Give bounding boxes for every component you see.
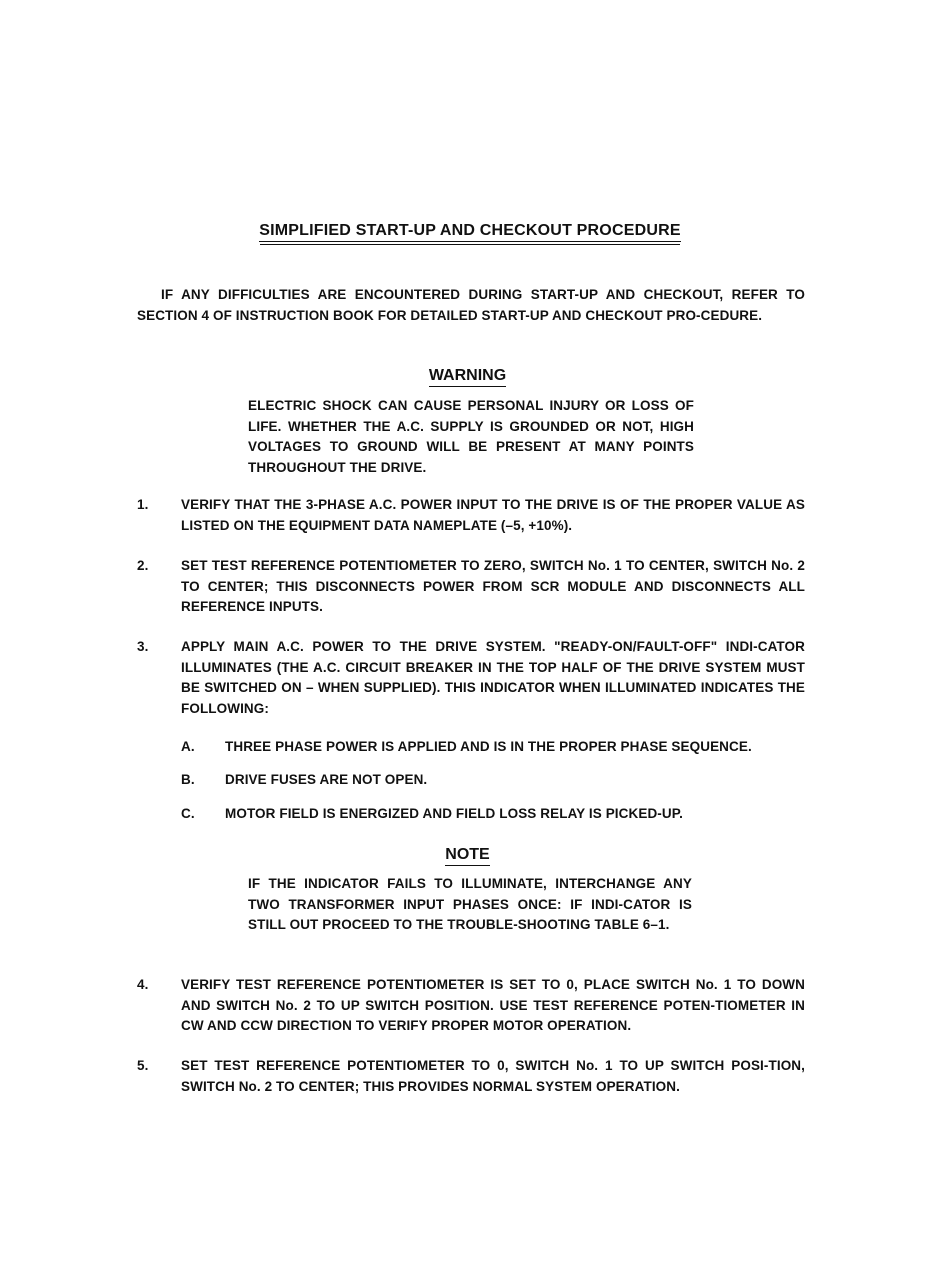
note-heading-text: NOTE: [445, 846, 489, 866]
step-number: 1.: [137, 497, 149, 512]
substep-text: DRIVE FUSES ARE NOT OPEN.: [225, 772, 428, 787]
step-number: 4.: [137, 977, 149, 992]
step-2: [137, 556, 805, 618]
step-5: [137, 1056, 805, 1097]
substep-letter: B.: [181, 772, 195, 787]
substep-text: THREE PHASE POWER IS APPLIED AND IS IN THE PROPER PHASE SEQUENCE.: [225, 739, 752, 754]
step-text: VERIFY THAT THE 3-PHASE A.C. POWER INPUT TO THE DRIVE IS OF THE PROPER VALUE AS LISTED ON THE EQUIPMENT DATA NAMEPLATE (–5, +10%).: [181, 497, 805, 533]
substep-text: MOTOR FIELD IS ENERGIZED AND FIELD LOSS RELAY IS PICKED-UP.: [225, 806, 683, 821]
warning-heading: [0, 367, 935, 387]
step-number: 3.: [137, 639, 149, 654]
step-text: VERIFY TEST REFERENCE POTENTIOMETER IS SET TO 0, PLACE SWITCH No. 1 TO DOWN AND SWITCH No. 2 TO UP SWITCH POSITION. USE TEST REFERENCE POTEN-TIOMETER IN CW AND CCW DIRECTION TO VERIFY PROPER MOTOR OPERATION.: [181, 977, 805, 1033]
step-text: SET TEST REFERENCE POTENTIOMETER TO ZERO, SWITCH No. 1 TO CENTER, SWITCH No. 2 TO CENTER; THIS DISCONNECTS POWER FROM SCR MODULE AND DISCONNECTS ALL REFERENCE INPUTS.: [181, 558, 805, 614]
note-body: IF THE INDICATOR FAILS TO ILLUMINATE, INTERCHANGE ANY TWO TRANSFORMER INPUT PHASES ONCE: IF INDI-CATOR IS STILL OUT PROCEED TO THE TROUBLE-SHOOTING TABLE 6–1.: [248, 876, 692, 932]
substep-c: [181, 804, 805, 825]
note-heading: [0, 846, 935, 866]
step-text: APPLY MAIN A.C. POWER TO THE DRIVE SYSTEM. "READY-ON/FAULT-OFF" INDI-CATOR ILLUMINATES (THE A.C. CIRCUIT BREAKER IN THE TOP HALF OF THE DRIVE SYSTEM MUST BE SWITCHED ON – WHEN SUPPLIED). THIS INDICATOR WHEN ILLUMINATED INDICATES THE FOLLOWING:: [181, 639, 805, 716]
step-4: [137, 975, 805, 1037]
warning-heading-text: WARNING: [429, 367, 506, 387]
substep-b: [181, 770, 805, 791]
step-1: [137, 495, 805, 536]
step-number: 2.: [137, 558, 149, 573]
intro-paragraph: IF ANY DIFFICULTIES ARE ENCOUNTERED DURING START-UP AND CHECKOUT, REFER TO SECTION 4 OF INSTRUCTION BOOK FOR DETAILED START-UP AND CHECKOUT PRO-CEDURE.: [137, 287, 805, 323]
page-title: [0, 222, 940, 242]
substep-a: [181, 737, 805, 758]
warning-body: ELECTRIC SHOCK CAN CAUSE PERSONAL INJURY OR LOSS OF LIFE. WHETHER THE A.C. SUPPLY IS GROUNDED OR NOT, HIGH VOLTAGES TO GROUND WILL BE PRESENT AT MANY POINTS THROUGHOUT THE DRIVE.: [248, 398, 694, 475]
substep-letter: A.: [181, 739, 195, 754]
substep-letter: C.: [181, 806, 195, 821]
page-title-text: SIMPLIFIED START-UP AND CHECKOUT PROCEDURE: [259, 222, 680, 242]
step-3: [137, 637, 805, 719]
step-number: 5.: [137, 1058, 149, 1073]
step-text: SET TEST REFERENCE POTENTIOMETER TO 0, SWITCH No. 1 TO UP SWITCH POSI-TION, SWITCH No. 2 TO CENTER; THIS PROVIDES NORMAL SYSTEM OPERATION.: [181, 1058, 805, 1094]
